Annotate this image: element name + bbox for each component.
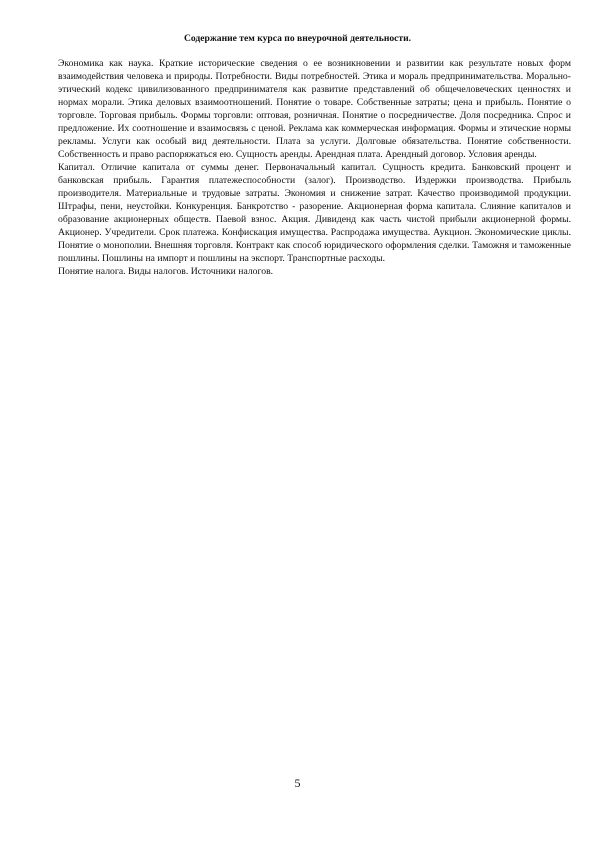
document-body <box>58 57 571 278</box>
paragraph-taxes: Понятие налога. Виды налогов. Источники налогов. <box>58 266 274 277</box>
paragraph-capital: Капитал. Отличие капитала от суммы денег. Первоначальный капитал. Сущность кредита. Банковский процент и банковская прибыль. Гарантия платежеспособности (залог). Производство. Издержки производства. Прибыль производителя. Материальные и трудовые затраты. Экономия и снижение затрат. Качество производимой продукции. Штрафы, пени, неустойки. Конкуренция. Банкротство - разорение. Акционерная форма капитала. Слияние капиталов и образование акционерных обществ. Паевой взнос. Акция. Дивиденд как часть чистой прибыли акционерной формы. Акционер. Учредители. Срок платежа. Конфискация имущества. Распродажа имущества. Аукцион. Экономические циклы. Понятие о монополии. Внешняя торговля. Контракт как способ юридического оформления сделки. Таможня и таможенные пошлины. Пошлины на импорт и пошлины на экспорт. Транспортные расходы. <box>58 162 571 264</box>
paragraph-economics-intro: Экономика как наука. Краткие исторические сведения о ее возникновении и развитии как результате новых форм взаимодействия человека и природы. Потребности. Виды потребностей. Этика и мораль предпринимательства. Морально-этический кодекс цивилизованного предпринимателя как развитие представлений об общечеловеческих ценностях и нормах морали. Этика деловых взаимоотношений. Понятие о товаре. Собственные затраты; цена и прибыль. Понятие о торговле. Торговая прибыль. Формы торговли: оптовая, розничная. Понятие о посредничестве. Доля посредника. Спрос и предложение. Их соотношение и взаимосвязь с ценой. Реклама как коммерческая информация. Формы и этические нормы рекламы. Услуги как особый вид деятельности. Плата за услуги. Долговые обязательства. Понятие собственности. Собственность и право распоряжаться ею. Сущность аренды. Арендная плата. Арендный договор. Условия аренды. <box>58 58 571 160</box>
page-number: 5 <box>294 776 301 790</box>
document-title: Содержание тем курса по внеурочной деятельности. <box>183 33 412 44</box>
